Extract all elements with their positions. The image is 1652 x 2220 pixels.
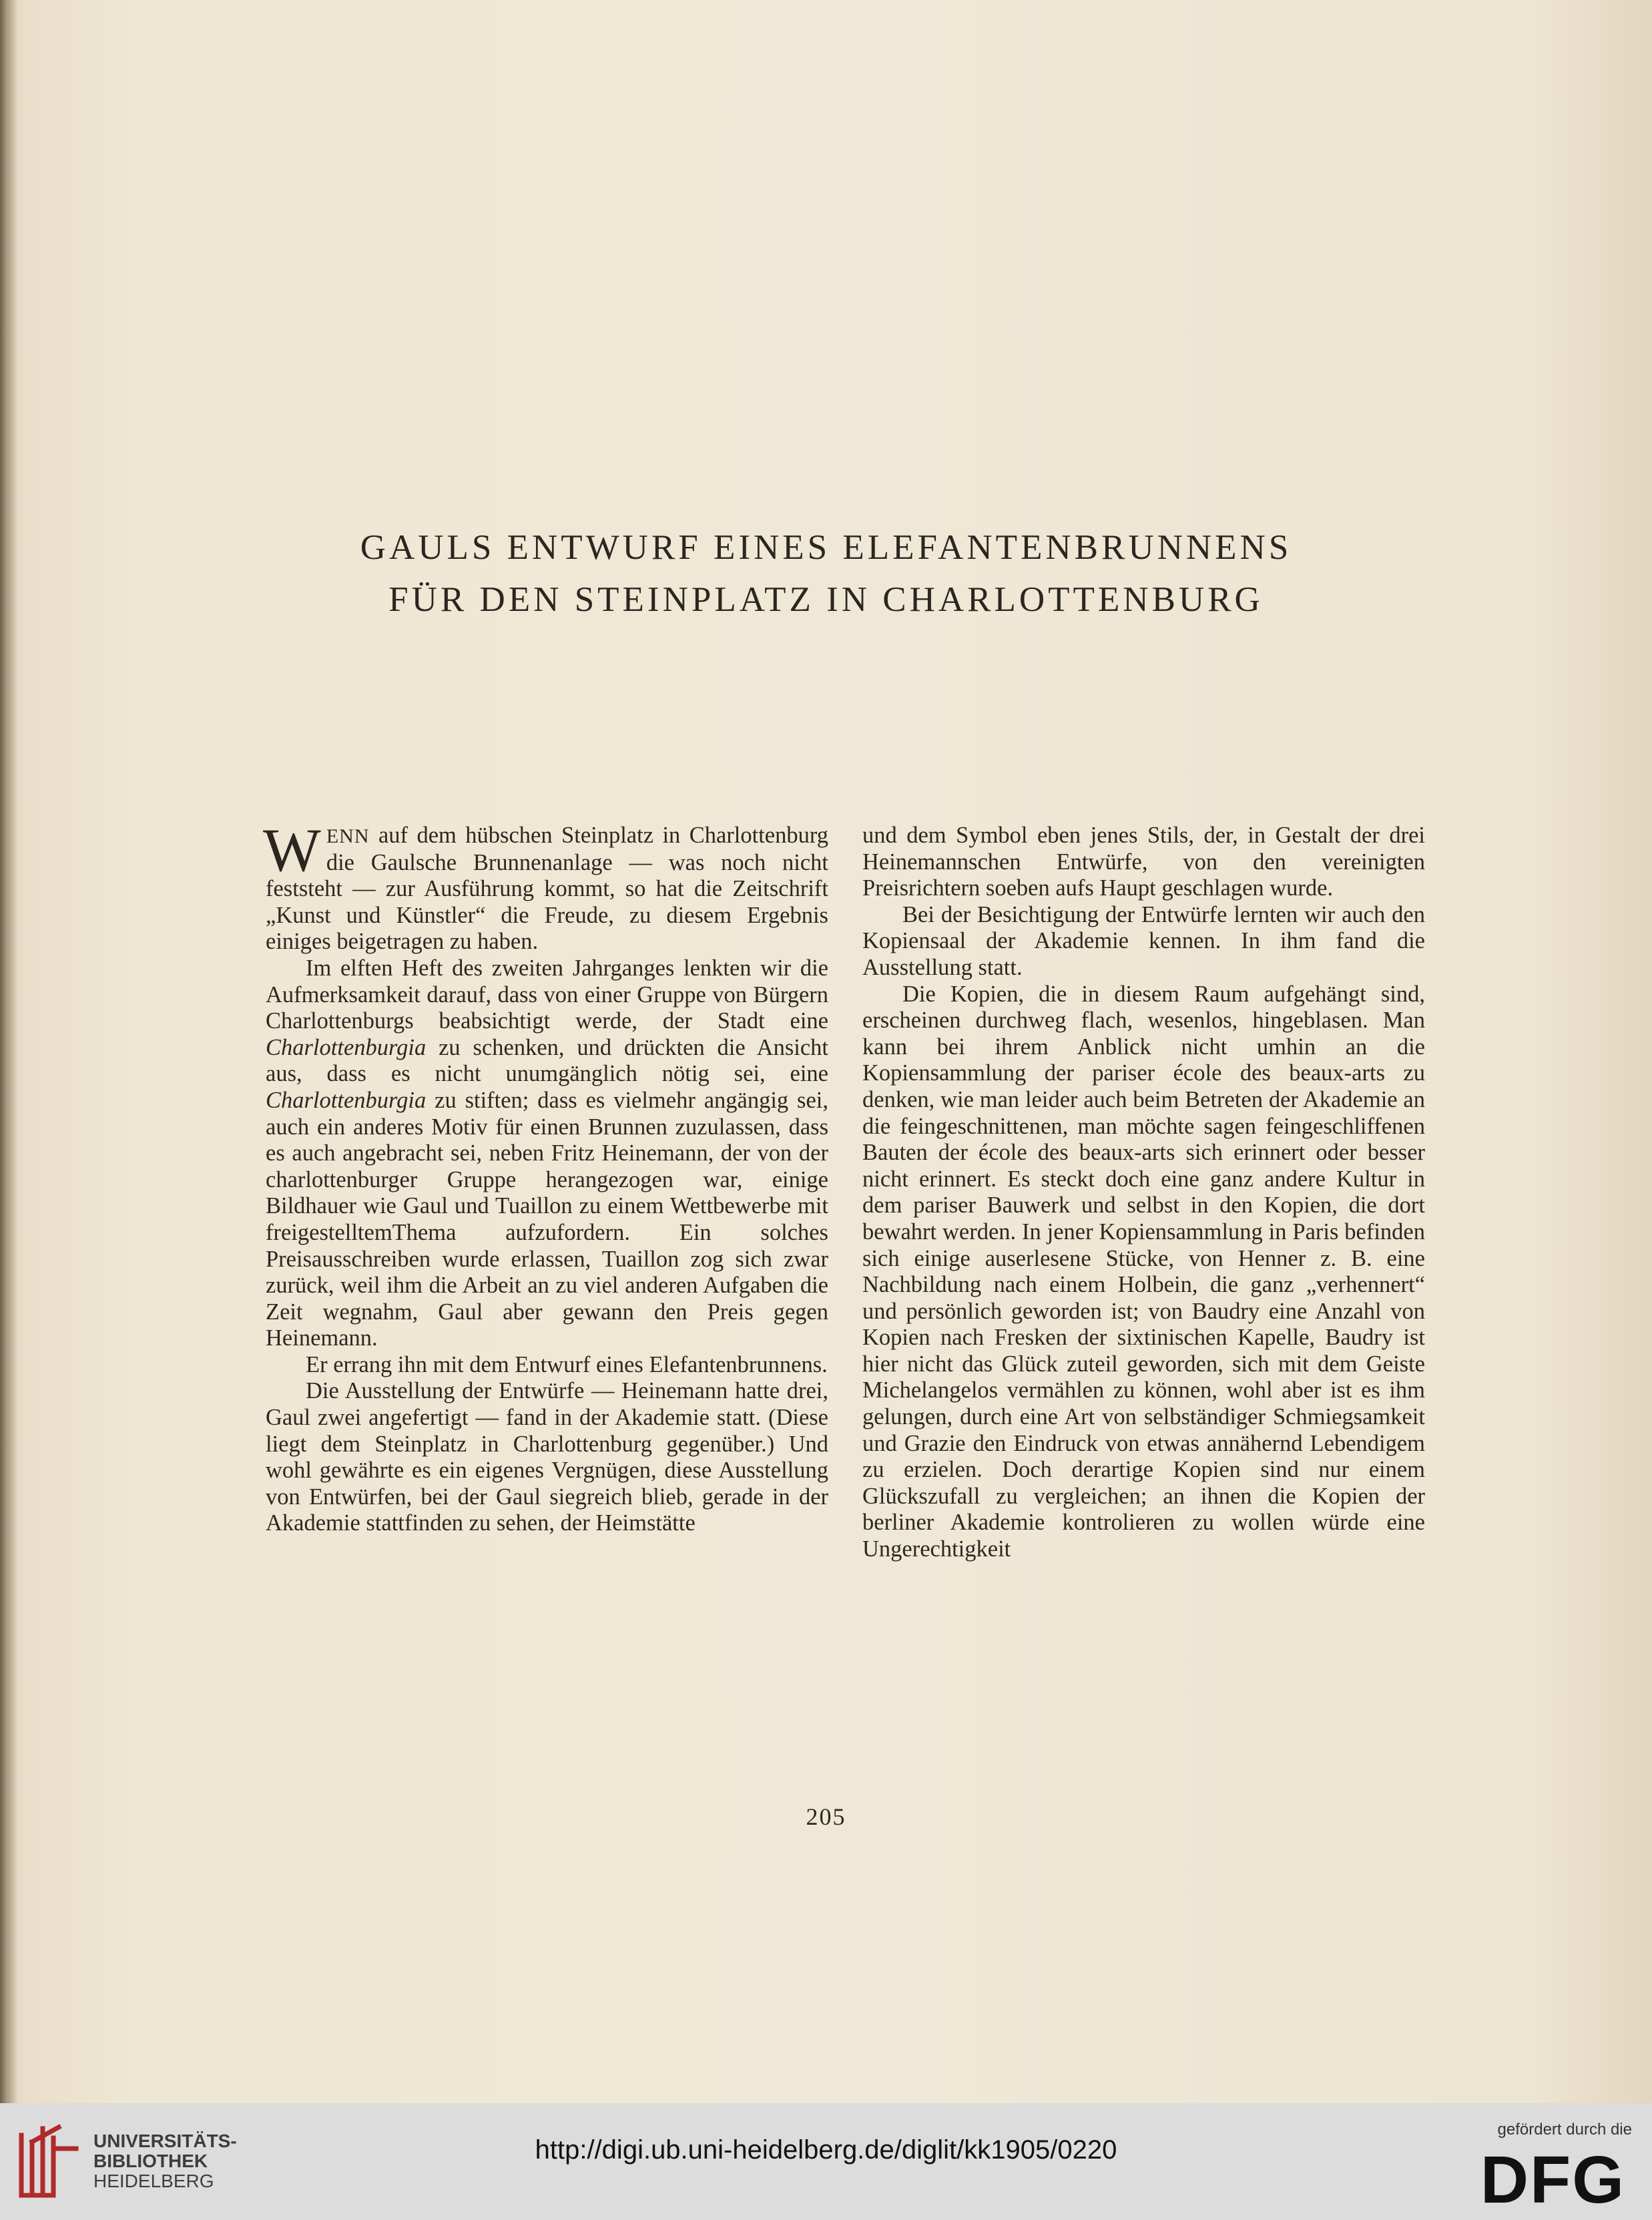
binding-shadow [0,0,17,2103]
paragraph [263,816,828,955]
library-name-line: BIBLIOTHEK [93,2151,208,2171]
paragraph: Die Ausstellung der Entwürfe — Heinemann hatte drei, Gaul zwei angefertigt — fand in der Akademie statt. (Diese liegt dem Steinplatz in Charlottenburg gegenüber.) Und wohl gewährte es ein eigenes Vergnügen, diese Ausstellung von Entwürfen, bei der Gaul siegreich blieb, gerade in der Akademie stattfinden zu sehen, der Heimstätte [266,1378,828,1536]
right-text-column [862,823,1425,1563]
paragraph: Er errang ihn mit dem Entwurf eines Elefantenbrunnens. [306,1351,828,1377]
drop-cap: W [263,816,321,884]
italic-term: Charlottenburgia [266,1087,427,1113]
library-name-line: UNIVERSITÄTS- [93,2131,237,2151]
library-name-line: HEIDELBERG [93,2171,214,2191]
paragraph: und dem Symbol eben jenes Stils, der, in Gestalt der drei Heinemannschen Entwürfe, von den vereinigten Preisrichtern soeben aufs Haupt geschlagen wurde. [862,823,1425,901]
article-title-line-2: FÜR DEN STEINPLATZ IN CHARLOTTENBURG [388,580,1264,619]
paragraph: Bei der Besichtigung der Entwürfe lernten wir auch den Kopiensaal der Akademie kennen. In ihm fand die Ausstellung statt. [862,901,1425,980]
italic-term: Charlottenburgia [266,1034,427,1060]
funding-caption: gefördert durch die [1497,2121,1632,2139]
paragraph [266,955,828,1352]
page-number: 205 [806,1803,846,1830]
left-text-column [263,816,828,1537]
paragraph-text: zu schenken, und drückten die Ansicht aus, dass es nicht unumgänglich nötig sei, eine [266,1034,828,1087]
dfg-logo: DFG [1480,2143,1625,2217]
paragraph-text: Im elften Heft des zweiten Jahrganges lenkten wir die Aufmerksamkeit darauf, dass von einer Gruppe von Bürgern Charlottenburgs beabsichtigt werde, der Stadt eine [266,955,828,1034]
paragraph-text: zu stiften; dass es vielmehr angängig sei, auch ein anderes Motiv für einen Brunnen zuzulassen, dass es auch angebracht sei, neben Fritz Heinemann, der von der charlottenburger Gruppe herangezogen war, einige Bildhauer wie Gaul und Tuaillon zu einem Wettbewerbe mit freigestelltemThema aufzufordern. Ein solches Preisausschreiben wurde erlassen, Tuaillon zog sich zwar zurück, weil ihm die Arbeit an zu viel anderen Aufgaben die Zeit wegnahm, Gaul aber gewann den Preis gegen Heinemann. [266,1087,828,1351]
source-url-link[interactable]: http://digi.ub.uni-heidelberg.de/diglit/kk1905/0220 [535,2135,1117,2165]
paragraph-text: auf dem hübschen Steinplatz in Charlottenburg die Gaulsche Brunnenanlage — was noch nicht feststeht — zur Ausführung kommt, so hat die Zeitschrift „Kunst und Künstler“ die Freude, zu diesem Ergebnis einiges beigetragen zu haben. [266,823,828,955]
paragraph: Die Kopien, die in diesem Raum aufgehängt sind, erscheinen durchweg flach, wesenlos, hingeblasen. Man kann bei ihrem Anblick nicht umhin an die Kopiensammlung der pariser école des beaux-arts zu denken, wie man leider auch beim Betreten der Akademie an die feingeschnittenen, man möchte sagen feingeschliffenen Bauten der école des beaux-arts sich erinnert oder besser nicht erinnert. Es steckt doch eine ganz andere Kultur in dem pariser Bauwerk und selbst in den Kopien, die dort bewahrt werden. In jener Kopiensammlung in Paris befinden sich einige auserlesene Stücke, von Henner z. B. eine Nachbildung nach einem Holbein, die ganz „verhennert“ und persönlich geworden ist; von Baudry eine Anzahl von Kopien nach Fresken der sixtinischen Kapelle, Baudry ist hier nicht das Glück zuteil geworden, sich mit dem Geiste Michelangelos vermählen zu können, wohl aber ist es ihm gelungen, durch eine Art von selbständiger Schmiegsamkeit und Grazie den Eindruck von etwas annähernd Lebendigem zu erzielen. Doch derartige Kopien sind nur einem Glückszufall zu vergleichen; an ihnen die Kopien der berliner Akademie kontrolieren zu wollen würde eine Ungerechtigkeit [862,981,1425,1562]
article-title-line-1: GAULS ENTWURF EINES ELEFANTENBRUNNENS [360,528,1292,567]
opening-smallcaps: ENN [326,825,370,847]
